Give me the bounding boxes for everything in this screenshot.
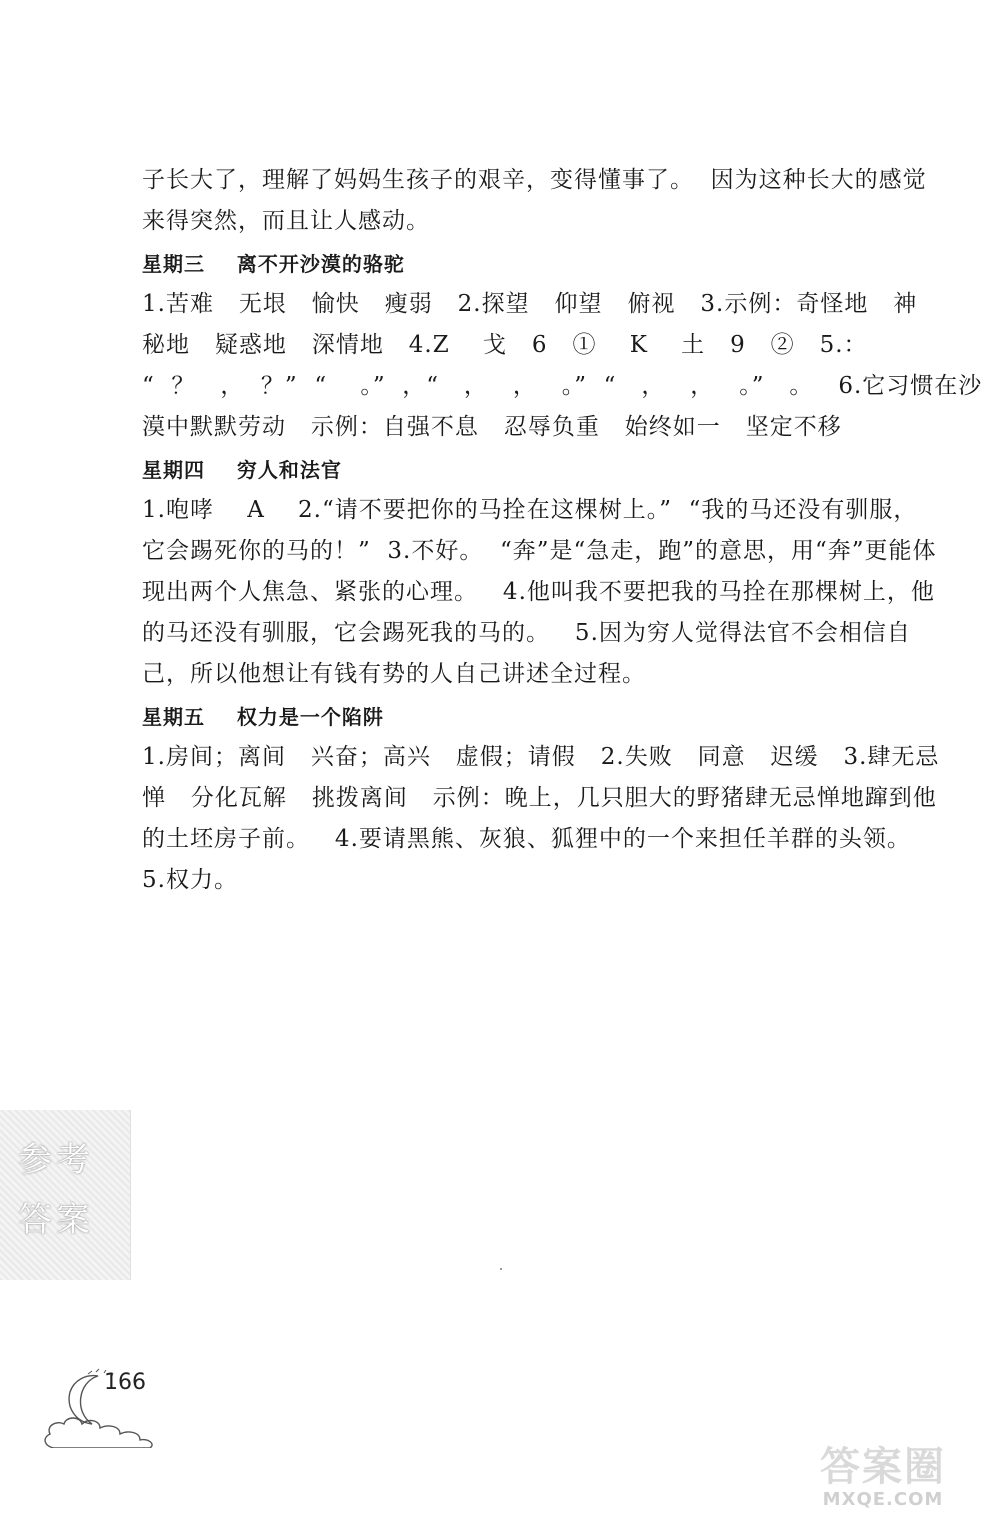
text-line: 1.苦难 无垠 愉快 瘦弱 2.探望 仰望 俯视 3.示例：奇怪地 神 — [142, 291, 918, 317]
text-line: 漠中默默劳动 示例：自强不息 忍辱负重 始终如一 坚定不移 — [142, 414, 842, 440]
text-line: “ ？ ， ？” “ 。” ，“ ， ， 。” “ ， ， 。” 。 6.它习惯在沙 — [142, 373, 983, 399]
intro-block — [142, 160, 927, 242]
text-line: 秘地 疑惑地 深情地 4.Z 戈 6 ① K 土 9 ② 5.： — [142, 332, 868, 358]
section-friday — [142, 697, 940, 901]
site-watermark — [778, 1445, 988, 1515]
text-line: 来得突然，而且让人感动。 — [142, 208, 430, 234]
watermark-url: MXQE.COM — [822, 1489, 944, 1510]
answer-side-tab — [0, 1110, 131, 1280]
text-line: 它会踢死你的马的！” 3.不好。 “奔”是“急走，跑”的意思，用“奔”更能体 — [142, 538, 937, 564]
section-heading: 星期三 离不开沙漠的骆驼 — [142, 252, 405, 276]
answer-content — [142, 160, 983, 901]
text-line: 1.咆哮 A 2.“请不要把你的马拴在这棵树上。” “我的马还没有驯服， — [142, 497, 918, 523]
speck — [500, 1268, 502, 1270]
text-line: 的土坯房子前。 4.要请黑熊、灰狼、狐狸中的一个来担任羊群的头领。 — [142, 826, 911, 852]
section-heading: 星期五 权力是一个陷阱 — [142, 705, 384, 729]
section-wednesday — [142, 244, 983, 448]
watermark-logo: 答案圈 — [820, 1444, 946, 1490]
text-line: 子长大了，理解了妈妈生孩子的艰辛，变得懂事了。 因为这种长大的感觉 — [142, 167, 927, 193]
section-thursday — [142, 450, 937, 695]
page-number: 166 — [104, 1370, 146, 1395]
text-line: 己，所以他想让有钱有势的人自己讲述全过程。 — [142, 661, 646, 687]
text-line: 5.权力。 — [142, 867, 238, 893]
text-line: 惮 分化瓦解 挑拨离间 示例：晚上，几只胆大的野猪肆无忌惮地蹿到他 — [142, 785, 937, 811]
text-line: 的马还没有驯服，它会踢死我的马的。 5.因为穷人觉得法官不会相信自 — [142, 620, 911, 646]
text-line: 现出两个人焦急、紧张的心理。 4.他叫我不要把我的马拴在那棵树上，他 — [142, 579, 935, 605]
side-tab-label: 参考答案 — [18, 1140, 94, 1240]
text-line: 1.房间；离间 兴奋；高兴 虚假；请假 2.失败 同意 迟缓 3.肆无忌 — [142, 744, 940, 770]
section-heading: 星期四 穷人和法官 — [142, 458, 342, 482]
